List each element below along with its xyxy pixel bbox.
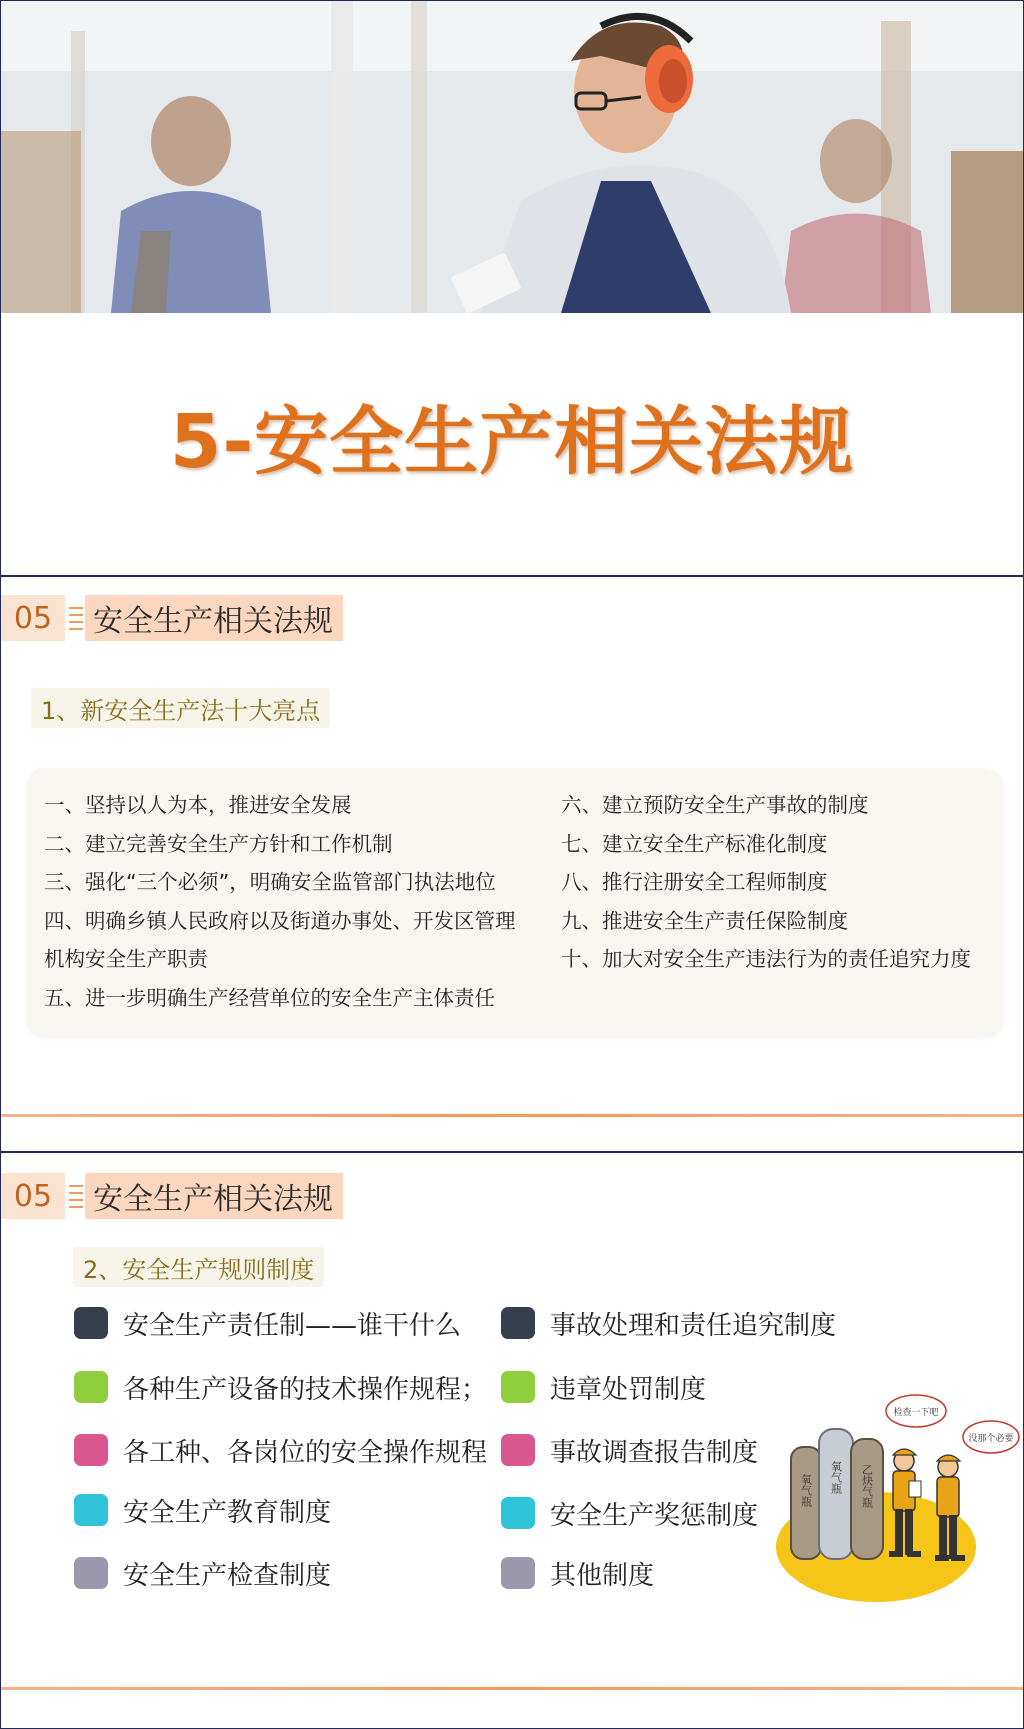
- highlight-item: 九、推进安全生产责任保险制度: [561, 908, 848, 933]
- rule-color-swatch: [74, 1434, 108, 1466]
- rule-color-swatch: [74, 1307, 108, 1339]
- rule-color-swatch: [501, 1557, 535, 1589]
- cylinder-label: 乙炔气瓶: [860, 1464, 874, 1508]
- subtitle: 1、新安全生产法十大亮点: [31, 688, 330, 728]
- cylinder-label: 氧气瓶: [829, 1461, 843, 1494]
- highlights-left-column: [44, 786, 544, 1017]
- worker-photo-illustration: [1, 1, 1023, 313]
- section-header: [1, 595, 343, 641]
- rule-color-swatch: [74, 1371, 108, 1403]
- rule-item: [501, 1553, 654, 1593]
- highlight-item: 六、建立预防安全生产事故的制度: [561, 793, 869, 817]
- rule-item: [501, 1493, 758, 1533]
- speech-bubble: [963, 1421, 1019, 1453]
- highlights-box: [27, 768, 1003, 1036]
- section-divider-lines: [69, 595, 85, 641]
- main-title: 5-安全生产相关法规: [169, 399, 855, 485]
- rule-text: 各种生产设备的技术操作规程；: [123, 1374, 488, 1405]
- rule-text: 事故处理和责任追究制度: [550, 1310, 837, 1341]
- section-title: 安全生产相关法规: [85, 595, 343, 641]
- rule-item: [74, 1367, 487, 1407]
- rule-color-swatch: [501, 1497, 535, 1529]
- section-header: [1, 1173, 343, 1219]
- highlight-item: 一、坚持以人为本，推进安全发展: [44, 793, 352, 817]
- rule-item: [501, 1303, 836, 1343]
- slide-safety-law-highlights: [0, 576, 1024, 1152]
- highlight-item: 八、推行注册安全工程师制度: [561, 870, 828, 894]
- hero-photo: [1, 1, 1023, 313]
- rule-item: [74, 1553, 331, 1593]
- section-number: 05: [1, 1173, 65, 1219]
- rule-text: 安全生产责任制——谁干什么: [123, 1310, 462, 1341]
- bottom-divider: [1, 1687, 1023, 1690]
- rule-item: [501, 1430, 758, 1470]
- rule-text: 安全生产奖惩制度: [550, 1500, 759, 1531]
- rule-item: [74, 1303, 461, 1343]
- rule-text: 安全生产教育制度: [123, 1497, 332, 1528]
- rule-text: 其他制度: [550, 1560, 655, 1591]
- slide-safety-rules: [0, 1152, 1024, 1729]
- rule-color-swatch: [501, 1434, 535, 1466]
- speech-bubble-text: 检查一下吧: [893, 1408, 939, 1418]
- rule-color-swatch: [501, 1371, 535, 1403]
- rule-item: [74, 1490, 331, 1530]
- highlight-item: 五、进一步明确生产经营单位的安全生产主体责任: [44, 985, 495, 1010]
- highlight-item: 十、加大对安全生产违法行为的责任追究力度: [561, 947, 971, 971]
- highlight-item: 七、建立安全生产标准化制度: [561, 831, 828, 856]
- rule-color-swatch: [74, 1494, 108, 1526]
- rule-text: 各工种、各岗位的安全操作规程: [123, 1437, 488, 1468]
- rule-item: [74, 1430, 487, 1470]
- section-title: 安全生产相关法规: [85, 1173, 343, 1219]
- highlight-item: 三、强化“三个必须”，明确安全监管部门执法地位: [44, 870, 496, 894]
- highlight-item: 二、建立完善安全生产方针和工作机制: [44, 831, 393, 856]
- subtitle: 2、安全生产规则制度: [73, 1247, 324, 1287]
- speech-bubble-text: 没那个必要: [968, 1434, 1014, 1444]
- rule-text: 安全生产检查制度: [123, 1560, 332, 1591]
- rule-item: [501, 1367, 706, 1407]
- section-divider-lines: [69, 1173, 85, 1219]
- bottom-divider: [1, 1114, 1023, 1117]
- gas-cylinders: [791, 1429, 883, 1559]
- rule-text: 事故调查报告制度: [550, 1437, 759, 1468]
- rule-color-swatch: [74, 1557, 108, 1589]
- speech-bubble: [886, 1395, 946, 1427]
- highlight-item: 四、明确乡镇人民政府以及街道办事处、开发区管理: [44, 908, 516, 933]
- highlight-item: 机构安全生产职责: [44, 947, 208, 971]
- cylinder-label: 氧气瓶: [799, 1474, 813, 1507]
- workers-gas-cylinders-illustration: [771, 1389, 1021, 1609]
- highlights-right-column: [561, 786, 1001, 979]
- section-number: 05: [1, 595, 65, 641]
- title-slide: [0, 0, 1024, 576]
- rule-text: 违章处罚制度: [550, 1374, 707, 1405]
- rule-color-swatch: [501, 1307, 535, 1339]
